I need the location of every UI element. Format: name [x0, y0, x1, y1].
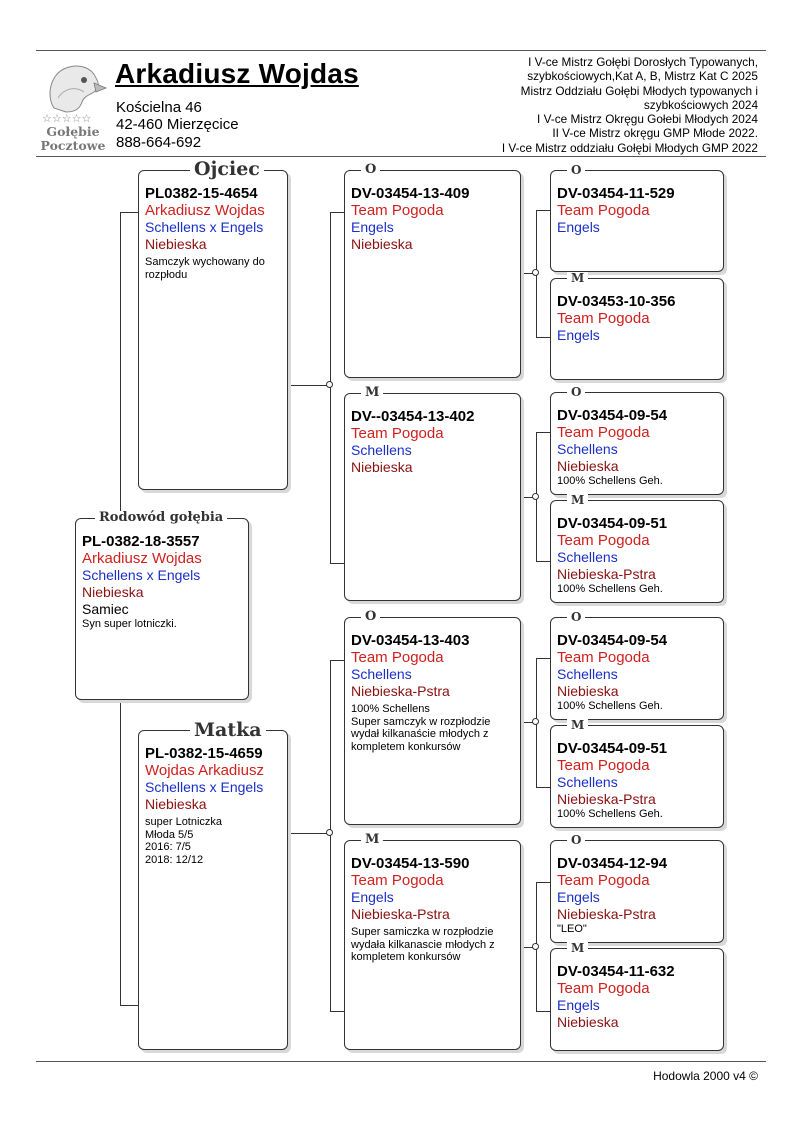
o-label: O	[361, 163, 380, 176]
title-line: szybkościowych,Kat A, B, Mistrz Kat C 2025	[527, 69, 758, 84]
ring-number: DV-03454-09-54	[557, 407, 668, 424]
grandsire-paternal-card	[344, 170, 521, 378]
ring-number: DV-03453-10-356	[557, 293, 676, 310]
colour: Niebieska	[557, 1014, 619, 1030]
breeder-street: Kościelna 46	[116, 99, 202, 116]
owner: Team Pogoda	[557, 872, 650, 889]
colour: Niebieska	[145, 796, 207, 812]
mother-label: Matka	[190, 721, 266, 740]
note: "LEO"	[557, 923, 587, 935]
ring-number: PL-0382-18-3557	[82, 533, 200, 550]
logo-text-line1: Gołębie	[46, 124, 100, 139]
title-line: I V-ce Mistrz Okręgu Gołebi Młodych 2024	[537, 112, 758, 127]
connector-dot	[532, 493, 539, 500]
great-grandparent-card	[550, 725, 724, 828]
strain: Schellens	[557, 774, 618, 790]
logo-text-line2: Pocztowe	[40, 138, 106, 153]
ring-number: DV-03454-09-51	[557, 515, 668, 532]
colour: Niebieska	[557, 458, 619, 474]
strain: Schellens	[351, 666, 412, 682]
colour: Niebieska-Pstra	[351, 683, 450, 699]
ring-number: DV-03454-09-54	[557, 632, 668, 649]
colour: Niebieska-Pstra	[351, 906, 450, 922]
colour: Niebieska	[557, 683, 619, 699]
granddam-maternal-card	[344, 840, 521, 1050]
colour: Niebieska	[82, 584, 144, 600]
subject-pigeon-card	[75, 518, 249, 700]
sex: Samiec	[82, 601, 129, 617]
owner: Arkadiusz Wojdas	[82, 550, 202, 567]
great-grandparent-card	[550, 278, 724, 380]
note: 100% Schellens Geh.	[557, 583, 663, 595]
m-label: M	[567, 719, 588, 731]
ring-number: DV-03454-12-94	[557, 855, 668, 872]
owner: Team Pogoda	[351, 872, 444, 889]
svg-text:☆☆☆☆☆: ☆☆☆☆☆	[42, 112, 92, 125]
owner: Arkadiusz Wojdas	[145, 202, 265, 219]
colour: Niebieska-Pstra	[557, 791, 656, 807]
ring-number: DV-03454-11-632	[557, 963, 675, 980]
title-line: Mistrz Oddziału Gołębi Młodych typowanych i	[520, 83, 758, 98]
owner: Team Pogoda	[351, 649, 444, 666]
grandsire-maternal-card	[344, 617, 521, 825]
owner: Team Pogoda	[557, 757, 650, 774]
strain: Engels	[351, 889, 394, 905]
breeder-name: Arkadiusz Wojdas	[115, 58, 359, 89]
strain: Schellens x Engels	[145, 219, 264, 235]
granddam-paternal-card	[344, 393, 521, 601]
colour: Niebieska	[351, 459, 413, 475]
owner: Team Pogoda	[351, 425, 444, 442]
owner: Team Pogoda	[557, 980, 650, 997]
mother-card	[138, 730, 288, 1050]
connector-dot	[532, 269, 539, 276]
strain: Engels	[351, 219, 394, 235]
ring-number: DV--03454-13-402	[351, 408, 475, 425]
note: 100% Schellens Geh.	[557, 475, 663, 487]
note: 100% Schellens Super samczyk w rozpłodzie wydał kilkanaście młodych z kompletem konkursów	[351, 703, 491, 753]
strain: Engels	[557, 997, 600, 1013]
title-line: I V-ce Mistrz Gołębi Dorosłych Typowanych,	[528, 55, 758, 69]
father-card	[138, 170, 288, 490]
note: Syn super lotniczki.	[82, 618, 177, 630]
pedigree-label: Rodowód gołębia	[95, 511, 227, 524]
ring-number: DV-03454-13-409	[351, 185, 470, 202]
connector	[120, 700, 139, 1006]
o-label: O	[567, 834, 585, 846]
ring-number: DV-03454-13-590	[351, 855, 470, 872]
connector-dot	[532, 718, 539, 725]
connector	[120, 212, 139, 523]
colour: Niebieska-Pstra	[557, 906, 656, 922]
o-label: O	[567, 611, 585, 623]
great-grandparent-card	[550, 840, 724, 943]
m-label: M	[361, 833, 383, 846]
note: 100% Schellens Geh.	[557, 808, 663, 820]
m-label: M	[361, 386, 383, 399]
great-grandparent-card	[550, 617, 724, 720]
title-line: II V-ce Mistrz okręgu GMP Młode 2022.	[552, 126, 758, 141]
ring-number: PL-0382-15-4659	[145, 745, 263, 762]
strain: Engels	[557, 889, 600, 905]
connector	[330, 660, 345, 1012]
note: Super samiczka w rozpłodzie wydała kilkanascie młodych z kompletem konkursów	[351, 926, 495, 963]
colour: Niebieska-Pstra	[557, 566, 656, 582]
colour: Niebieska	[351, 236, 413, 252]
ring-number: DV-03454-13-403	[351, 632, 470, 649]
pigeon-logo	[36, 58, 108, 153]
ring-number: PL0382-15-4654	[145, 185, 258, 202]
strain: Schellens x Engels	[145, 779, 264, 795]
title-line: I V-ce Mistrz oddziału Gołębi Młodych GMP 2022	[501, 140, 758, 155]
breeder-city: 42-460 Mierzęcice	[116, 116, 239, 133]
note: Samczyk wychowany do rozpłodu	[145, 256, 265, 281]
title-line: szybkościowych 2024	[643, 97, 758, 112]
m-label: M	[567, 494, 588, 506]
strain: Schellens x Engels	[82, 567, 201, 583]
owner: Team Pogoda	[557, 202, 650, 219]
achievement-titles	[458, 55, 758, 155]
strain: Engels	[557, 219, 600, 235]
owner: Wojdas Arkadiusz	[145, 762, 264, 779]
strain: Schellens	[557, 441, 618, 457]
header-bottom-rule	[36, 156, 766, 157]
strain: Schellens	[557, 666, 618, 682]
m-label: M	[567, 272, 588, 284]
connector	[287, 385, 331, 386]
owner: Team Pogoda	[557, 424, 650, 441]
strain: Schellens	[557, 549, 618, 565]
footer-rule	[36, 1061, 766, 1062]
owner: Team Pogoda	[557, 532, 650, 549]
connector-dot	[326, 829, 333, 836]
great-grandparent-card	[550, 948, 724, 1051]
father-label: Ojciec	[190, 160, 264, 179]
breeder-phone: 888-664-692	[116, 134, 202, 151]
note: super Lotniczka Młoda 5/5 2016: 7/5 2018: 12/12	[145, 816, 223, 866]
connector-dot	[326, 381, 333, 388]
header-top-rule	[36, 50, 766, 51]
owner: Team Pogoda	[557, 649, 650, 666]
footer-credit: Hodowla 2000 v4 ©	[653, 1069, 758, 1083]
ring-number: DV-03454-11-529	[557, 185, 675, 202]
ring-number: DV-03454-09-51	[557, 740, 668, 757]
great-grandparent-card	[550, 170, 724, 272]
colour: Niebieska	[145, 236, 207, 252]
strain: Schellens	[351, 442, 412, 458]
o-label: O	[361, 610, 380, 623]
owner: Team Pogoda	[351, 202, 444, 219]
great-grandparent-card	[550, 500, 724, 603]
connector	[330, 212, 345, 564]
connector-dot	[532, 943, 539, 950]
strain: Engels	[557, 327, 600, 343]
owner: Team Pogoda	[557, 310, 650, 327]
connector	[287, 833, 331, 834]
o-label: O	[567, 164, 585, 176]
m-label: M	[567, 942, 588, 954]
great-grandparent-card	[550, 392, 724, 495]
o-label: O	[567, 386, 585, 398]
note: 100% Schellens Geh.	[557, 700, 663, 712]
